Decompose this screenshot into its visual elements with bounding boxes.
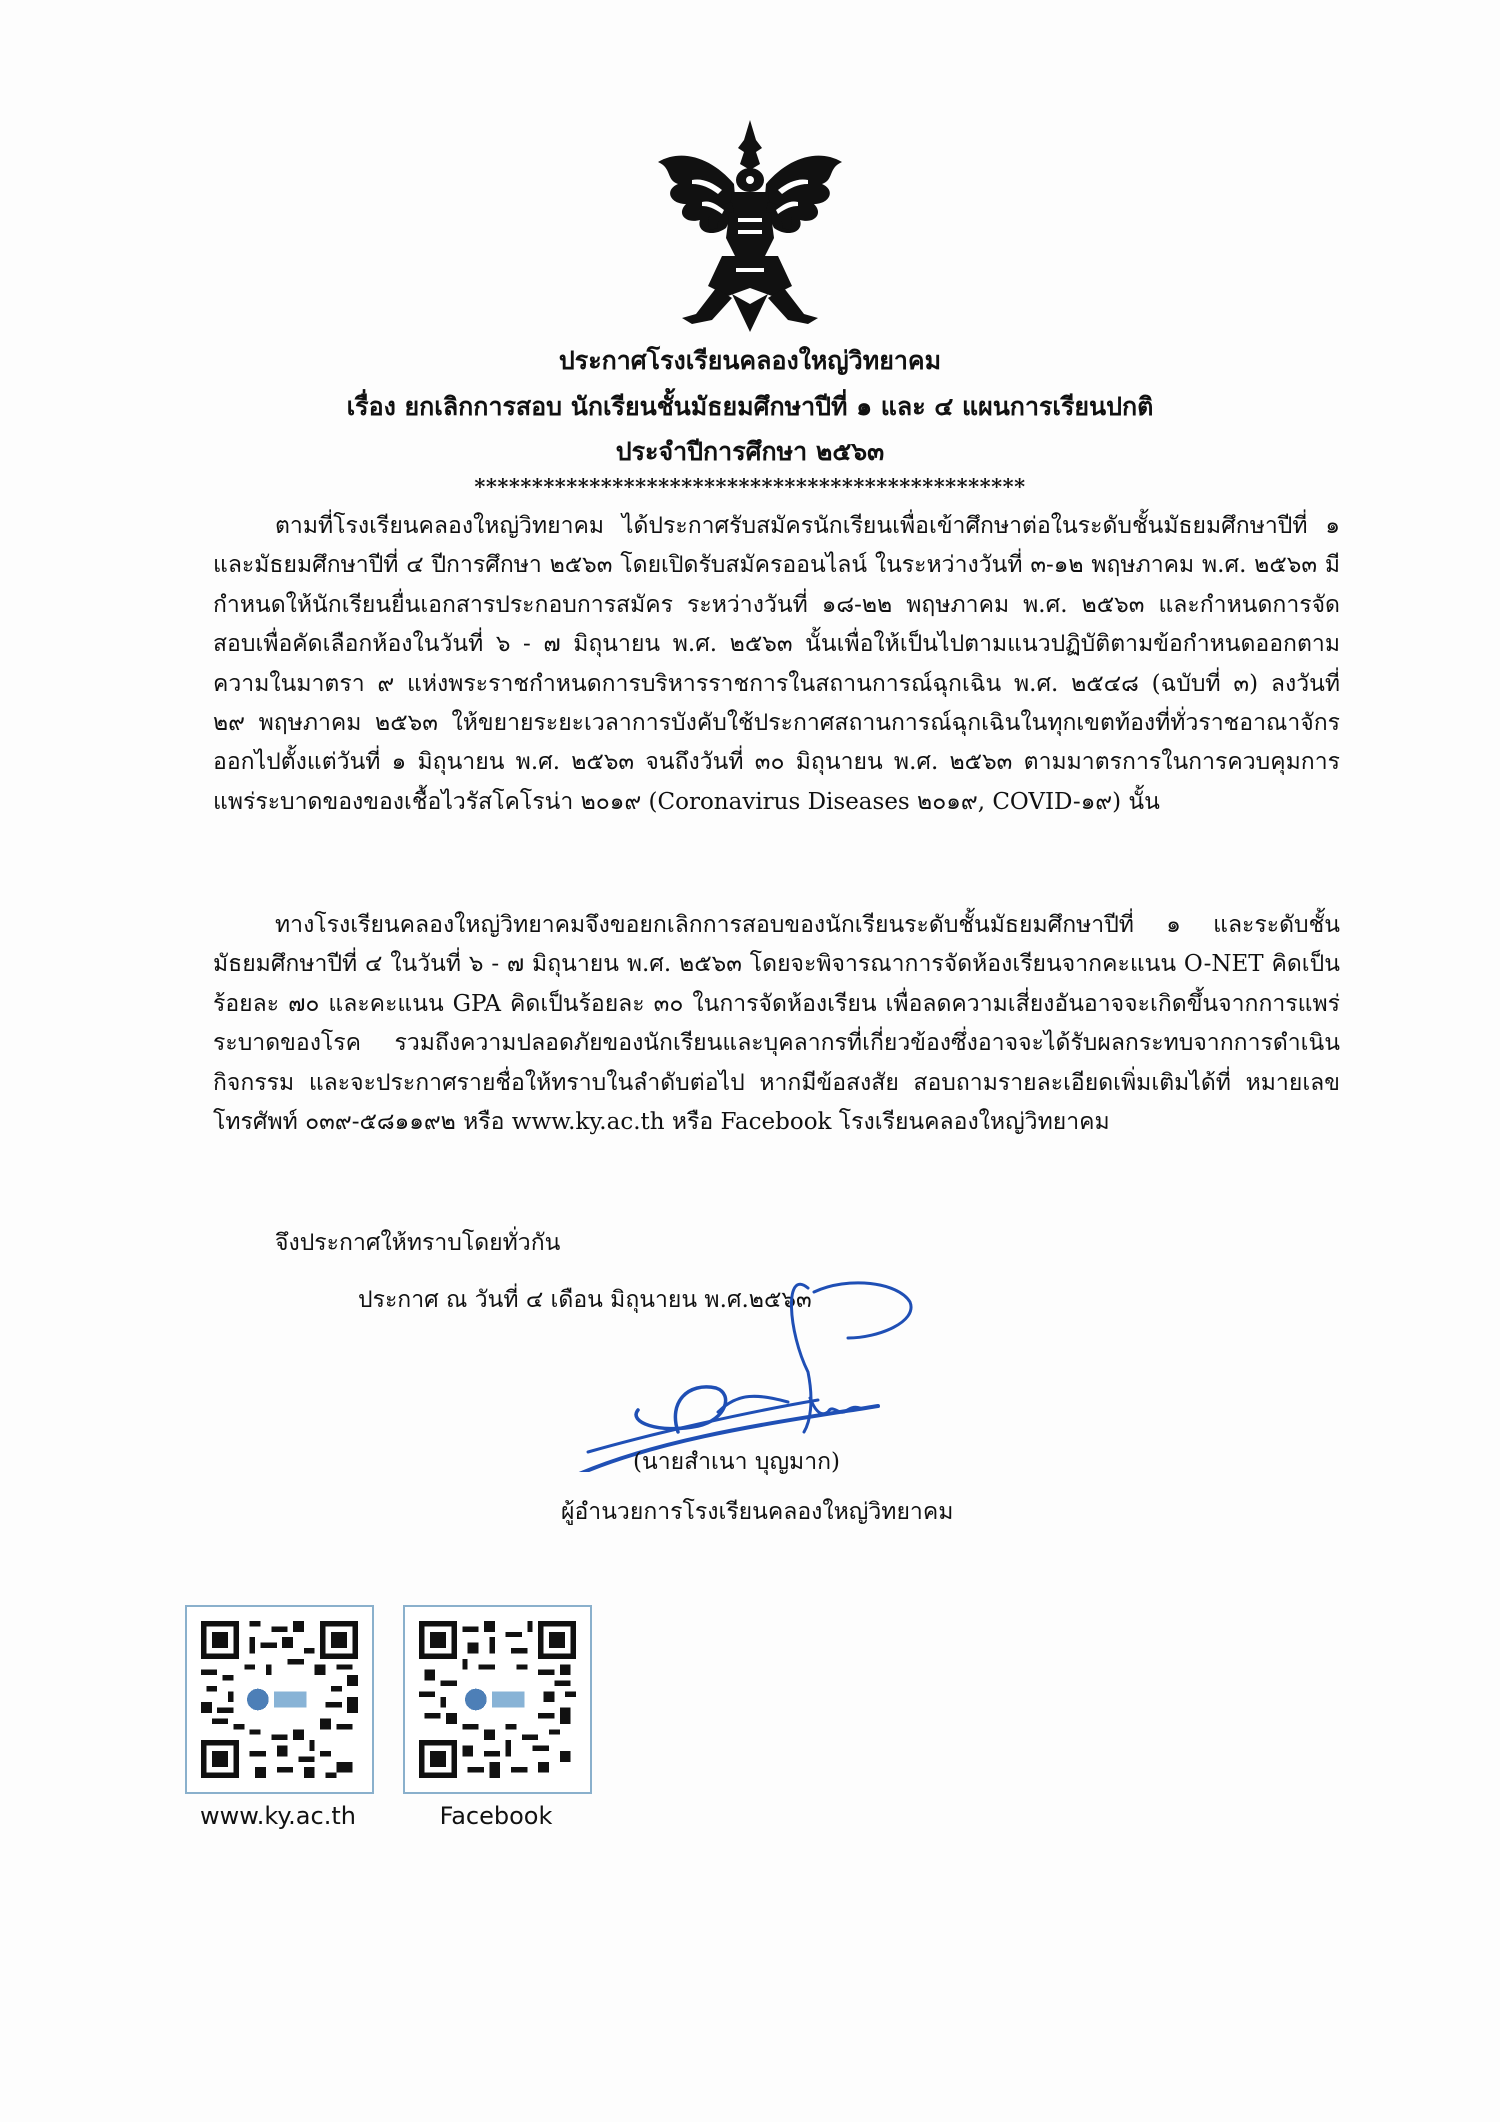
facebook-qr-code[interactable] — [403, 1605, 592, 1794]
signer-name: (นายสำเนา บุญมาก) — [633, 1449, 841, 1475]
announcement-title: ประกาศโรงเรียนคลองใหญ่วิทยาคม — [558, 346, 942, 375]
qr-code-icon — [201, 1621, 358, 1778]
body-paragraph-2 — [213, 906, 1340, 1142]
closing-announcement: จึงประกาศให้ทราบโดยทั่วกัน — [275, 1230, 561, 1256]
website-qr-code[interactable] — [185, 1605, 374, 1794]
signature-icon — [548, 1262, 928, 1472]
announcement-subject: เรื่อง ยกเลิกการสอบ นักเรียนชั้นมัธยมศึกษาปีที่ ๑ และ ๔ แผนการเรียนปกติ — [346, 392, 1154, 421]
announcement-date: ประกาศ ณ วันที่ ๔ เดือน มิถุนายน พ.ศ.๒๕๖๓ — [358, 1287, 812, 1313]
garuda-emblem-icon — [652, 118, 848, 336]
paragraph-text: ตามที่โรงเรียนคลองใหญ่วิทยาคม ได้ประกาศรับสมัครนักเรียนเพื่อเข้าศึกษาต่อในระดับชั้นมัธยมศึกษาปีที่ ๑ และมัธยมศึกษาปีที่ ๔ ปีการศึกษา ๒๕๖๓ โดยเปิดรับสมัครออนไลน์ ในระหว่างวันที่ ๓-๑๒ พฤษภาคม พ.ศ. ๒๕๖๓ มีกำหนดให้นักเรียนยื่นเอกสารประกอบการสมัคร ระหว่างวันที่ ๑๘-๒๒ พฤษภาคม พ.ศ. ๒๕๖๓ และกำหนดการจัดสอบเพื่อคัดเลือกห้องในวันที่ ๖ - ๗ มิถุนายน พ.ศ. ๒๕๖๓ นั้นเพื่อให้เป็นไปตามแนวปฏิบัติตามข้อกำหนดออกตามความในมาตรา ๙ แห่งพระราชกำหนดการบริหารราชการในสถานการณ์ฉุกเฉิน พ.ศ. ๒๕๔๘ (ฉบับที่ ๓) ลงวันที่ ๒๙ พฤษภาคม ๒๕๖๓ ให้ขยายระยะเวลาการบังคับใช้ประกาศสถานการณ์ฉุกเฉินในทุกเขตท้องที่ทั่วราชอาณาจักรออกไปตั้งแต่วันที่ ๑ มิถุนายน พ.ศ. ๒๕๖๓ จนถึงวันที่ ๓๐ มิถุนายน พ.ศ. ๒๕๖๓ ตามมาตรการในการควบคุมการแพร่ระบาดของของเชื้อไวรัสโคโรน่า ๒๐๑๙ (Coronavirus Diseases ๒๐๑๙, COVID-๑๙) นั้น — [213, 513, 1340, 815]
signer-title: ผู้อำนวยการโรงเรียนคลองใหญ่วิทยาคม — [561, 1499, 954, 1525]
qr-code-icon — [419, 1621, 576, 1778]
body-paragraph-1 — [213, 507, 1340, 822]
facebook-qr-caption: Facebook — [439, 1802, 553, 1830]
paragraph-text: ทางโรงเรียนคลองใหญ่วิทยาคมจึงขอยกเลิกการสอบของนักเรียนระดับชั้นมัธยมศึกษาปีที่ ๑ และระดับชั้นมัธยมศึกษาปีที่ ๔ ในวันที่ ๖ - ๗ มิถุนายน พ.ศ. ๒๕๖๓ โดยจะพิจารณาการจัดห้องเรียนจากคะแนน O-NET คิดเป็นร้อยละ ๗๐ และคะแนน GPA คิดเป็นร้อยละ ๓๐ ในการจัดห้องเรียน เพื่อลดความเสี่ยงอันอาจจะเกิดขึ้นจากการแพร่ระบาดของโรค รวมถึงความปลอดภัยของนักเรียนและบุคลากรที่เกี่ยวข้องซึ่งอาจจะได้รับผลกระทบจากการดำเนินกิจกรรม และจะประกาศรายชื่อให้ทราบในลำดับต่อไป หากมีข้อสงสัย สอบถามรายละเอียดเพิ่มเติมได้ที่ หมายเลขโทรศัพท์ ๐๓๙-๕๘๑๑๙๒ หรือ www.ky.ac.th หรือ Facebook โรงเรียนคลองใหญ่วิทยาคม — [213, 912, 1340, 1136]
website-qr-caption: www.ky.ac.th — [200, 1802, 356, 1830]
academic-year-line: ประจำปีการศึกษา ๒๕๖๓ — [615, 437, 885, 466]
separator-line: ************************************************ — [474, 474, 1026, 499]
